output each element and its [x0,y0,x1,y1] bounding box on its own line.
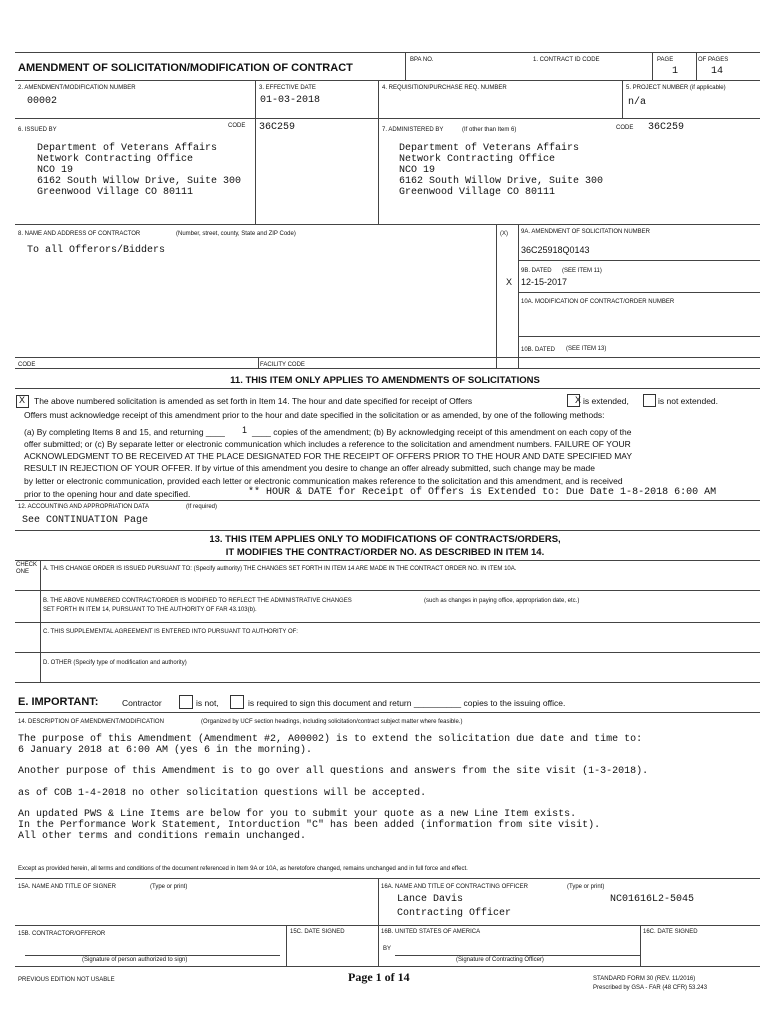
amend-num-label: 2. AMENDMENT/MODIFICATION NUMBER [18,85,136,91]
is-required-checkbox[interactable] [230,695,244,709]
rule [15,500,760,501]
officer-title: Contracting Officer [397,908,512,919]
rule [518,336,760,337]
is-extended: is extended, [583,396,629,406]
facility-code-label: FACILITY CODE [260,362,305,368]
eff-date-label: 3. EFFECTIVE DATE [259,85,316,91]
contractor-name: To all Offerors/Bidders [27,245,166,256]
sig-officer-label: (Signature of Contracting Officer) [456,957,544,963]
item11-line3a: (a) By completing Items 8 and 15, and returning ____ [24,427,225,437]
rule [15,878,760,879]
by-label: BY [383,946,392,952]
officer-number: NC01616L2-5045 [610,894,695,905]
issued-by-label: 6. ISSUED BY [18,127,57,133]
item13-a: A. THIS CHANGE ORDER IS ISSUED PURSUANT TO: (Specify authority) THE CHANGES SET FORTH IN ITEM 14 ARE MADE IN THE CONTRACT ORDER NO. IN ITEM 10A. [43,566,517,572]
admin-code-label: CODE [616,125,634,131]
item13-b2: SET FORTH IN ITEM 14, PURSUANT TO THE AUTHORITY OF FAR 43.103(b). [43,607,257,613]
rule [255,80,256,224]
acct-label: 12. ACCOUNTING AND APPROPRIATION DATA [18,504,150,510]
amend-sol-number: 36C25918Q0143 [521,245,590,255]
admin-address: Department of Veterans Affairs Network Contracting Office NCO 19 6162 South Willow Drive, Suite 300 Greenwood Village CO 80111 [399,143,604,198]
rule [518,260,760,261]
contractor-label: 8. NAME AND ADDRESS OF CONTRACTOR [18,231,141,237]
item11-line1: The above numbered solicitation is amended as set forth in Item 14. The hour and date specified for receipt of Offers [34,396,473,406]
item11-line3b: ____ copies of the amendment; (b) By acknowledging receipt of this amendment on each copy of the [252,427,632,437]
item11-heading: 11. THIS ITEM ONLY APPLIES TO AMENDMENTS OF SOLICITATIONS [230,375,540,386]
rule [15,52,760,53]
rule [395,955,640,956]
not-extended: is not extended. [658,396,719,406]
dated-9b-label: 9B. DATED [521,268,552,274]
desc-paragraph-1: The purpose of this Amendment (Amendment #2, A00002) is to extend the solicitation due date and time to: 6 January 2018 at 6:00 AM (yes 6 in the morning). [18,734,643,756]
amend-sol-label: 9A. AMENDMENT OF SOLICITATION NUMBER [521,229,651,235]
acct-value: See CONTINUATION Page [22,515,149,526]
contractor-offeror-label: 15B. CONTRACTOR/OFFEROR [18,931,106,937]
rule [696,52,697,80]
rule [286,925,287,966]
important-label: E. IMPORTANT: [18,696,99,708]
rule [15,560,760,561]
type-print-16a: (Type or print) [567,884,605,890]
rule [15,590,760,591]
issued-code: 36C259 [259,122,296,133]
admin-code: 36C259 [648,122,685,133]
code-label: CODE [228,123,246,129]
item13-heading2: IT MODIFIES THE CONTRACT/ORDER NO. AS DESCRIBED IN ITEM 14. [225,547,545,558]
dated-9b: 12-15-2017 [521,277,568,287]
type-print-15a: (Type or print) [150,884,188,890]
rule [15,357,760,358]
rule [640,925,641,966]
item11-line6: RESULT IN REJECTION OF YOUR OFFER. If by virtue of this amendment you desire to change an offer already submitted, such change may be made [24,463,596,473]
item13-d: D. OTHER (Specify type of modification and authority) [43,660,187,666]
rule [15,966,760,967]
important-contractor: Contractor [122,698,162,708]
signer-label: 15A. NAME AND TITLE OF SIGNER [18,884,116,890]
desc-paragraph-3: as of COB 1-4-2018 no other solicitation questions will be accepted. [18,788,427,799]
officer-label: 16A. NAME AND TITLE OF CONTRACTING OFFICER [381,884,528,890]
rule [518,224,519,368]
is-required-label: is required to sign this document and return __________ copies to the issuing office. [248,698,566,708]
mod-label: 10A. MODIFICATION OF CONTRACT/ORDER NUMBER [521,299,675,305]
acct-sub: (If required) [186,504,218,510]
rule [496,224,497,368]
rule [15,80,760,81]
usa-label: 16B. UNITED STATES OF AMERICA [381,929,481,935]
total-pages: 14 [711,66,724,77]
rule [15,652,760,653]
item11-line7: by letter or electronic communication, provided each letter or electronic communication makes reference to the solicitation and this amendment, and is received [24,476,623,486]
date-signed-16c: 16C. DATE SIGNED [643,929,698,935]
form-title: AMENDMENT OF SOLICITATION/MODIFICATION OF CONTRACT [18,62,353,74]
proj-num: n/a [628,97,647,108]
rule [652,52,653,80]
item13-c: C. THIS SUPPLEMENTAL AGREEMENT IS ENTERED INTO PURSUANT TO AUTHORITY OF: [43,629,298,635]
see-item-11: (SEE ITEM 11) [562,268,602,274]
rule [15,388,760,389]
admin-label: 7. ADMINISTERED BY [382,127,444,133]
item13-b1: B. THE ABOVE NUMBERED CONTRACT/ORDER IS MODIFIED TO REFLECT THE ADMINISTRATIVE CHANGES [43,598,352,604]
code-label-8: CODE [18,362,36,368]
x-col-label: (X) [500,231,508,237]
not-extended-checkbox[interactable] [643,394,656,407]
extended-x: X [575,395,582,405]
rule [405,52,406,80]
page-label: PAGE [657,57,674,63]
eff-date: 01-03-2018 [260,95,321,106]
standard-form: STANDARD FORM 30 (REV. 11/2016) [593,976,696,982]
rule [15,925,760,926]
rule [25,955,280,956]
rule [518,292,760,293]
x-mark-9b: X [506,277,513,287]
contract-id-label: 1. CONTRACT ID CODE [533,57,600,63]
date-signed-15c: 15C. DATE SIGNED [290,929,345,935]
is-not-label: is not, [196,698,219,708]
issued-address: Department of Veterans Affairs Network Contracting Office NCO 19 6162 South Willow Drive, Suite 300 Greenwood Village CO 80111 [37,143,242,198]
rule [15,712,760,713]
prev-edition: PREVIOUS EDITION NOT USABLE [18,977,115,983]
admin-sub: (If other than Item 6) [462,127,517,133]
copies-count: 1 [242,425,248,435]
rule [40,560,41,682]
extension-note: ** HOUR & DATE for Receipt of Offers is Extended to: Due Date 1-8-2018 6:00 AM [248,487,717,498]
rule [258,357,259,368]
item11-line2: Offers must acknowledge receipt of this amendment prior to the hour and date specified in the solicitation or as amended, by one of the following methods: [24,410,605,420]
item11-line8: prior to the opening hour and date specified. [24,489,191,499]
rule [15,530,760,531]
page-of-pages: Page 1 of 14 [348,970,410,984]
of-pages-label: OF PAGES [698,57,729,63]
rule [15,682,760,683]
officer-name: Lance Davis [397,894,464,905]
proj-label: 5. PROJECT NUMBER (if applicable) [626,85,726,91]
rule [15,622,760,623]
except-text: Except as provided herein, all terms and conditions of the document referenced in Item 9A or 10A, as heretofore changed, remains unchanged and in full force and effect. [18,866,468,872]
item13-b1b: (such as changes in paying office, appropriation date, etc.) [424,598,580,604]
item11-line4: offer submitted; or (c) By separate letter or electronic communication which includes a reference to the solicitation and amendment numbers. FAILURE OF YOUR [24,439,631,449]
rule [15,224,760,225]
prescribed-by: Prescribed by GSA - FAR (48 CFR) 53.243 [593,985,708,991]
is-not-checkbox[interactable] [179,695,193,709]
desc-paragraph-4: An updated PWS & Line Items are below for you to submit your quote as a new Line Item exists. In the Performance Work Statement, Intorduction "C" has been added (information from site visit). All other terms and conditions remain unchanged. [18,809,601,842]
bpa-label: BPA NO. [410,57,434,63]
see-item-13: (SEE ITEM 13) [566,346,607,352]
dated-10b-label: 10B. DATED [521,347,555,353]
rule [622,80,623,118]
check-one-label: CHECK ONE [16,562,38,575]
item11-check-x: X [19,395,26,405]
page-number: 1 [672,66,679,77]
sig-person-label: (Signature of person authorized to sign) [82,957,188,963]
amend-num: 00002 [27,96,58,107]
rule [15,368,760,369]
item11-line5: ACKNOWLEDGMENT TO BE RECEIVED AT THE PLACE DESIGNATED FOR THE RECEIPT OF OFFERS PRIOR TO THE HOUR AND DATE SPECIFIED MAY [24,451,633,461]
req-label: 4. REQUISITION/PURCHASE REQ. NUMBER [382,85,507,91]
desc-sub: (Organized by UCF section headings, including solicitation/contract subject matter where feasible.) [201,719,463,725]
rule [378,80,379,224]
item13-heading1: 13. THIS ITEM APPLIES ONLY TO MODIFICATIONS OF CONTRACTS/ORDERS, [209,534,561,545]
rule [378,878,379,966]
desc-paragraph-2: Another purpose of this Amendment is to go over all questions and answers from the site visit (1-3-2018). [18,766,649,777]
rule [15,118,760,119]
desc-label: 14. DESCRIPTION OF AMENDMENT/MODIFICATION [18,719,164,725]
contractor-sub: (Number, street, county, State and ZIP Code) [176,231,296,237]
